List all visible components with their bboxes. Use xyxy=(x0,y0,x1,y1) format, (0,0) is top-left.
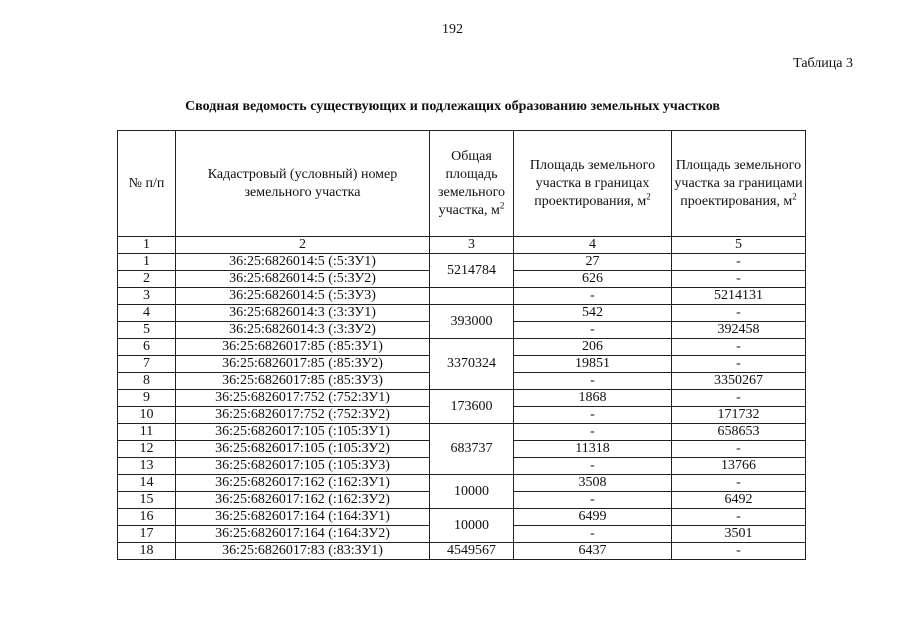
area-outside: 171732 xyxy=(672,407,806,424)
cadastral-number: 36:25:6826017:85 (:85:ЗУ2) xyxy=(176,356,430,373)
area-outside: 3350267 xyxy=(672,373,806,390)
total-area-empty xyxy=(430,288,514,305)
row-num: 11 xyxy=(118,424,176,441)
area-inside: - xyxy=(514,458,672,475)
area-outside: - xyxy=(672,271,806,288)
area-outside: - xyxy=(672,254,806,271)
row-num: 17 xyxy=(118,526,176,543)
total-area: 10000 xyxy=(430,475,514,509)
area-outside: - xyxy=(672,305,806,322)
table-row xyxy=(118,475,806,492)
table-row xyxy=(118,339,806,356)
row-num: 4 xyxy=(118,305,176,322)
area-outside: - xyxy=(672,475,806,492)
area-inside: - xyxy=(514,526,672,543)
land-plots-table xyxy=(117,130,806,560)
column-number: 5 xyxy=(672,237,806,254)
area-inside: 19851 xyxy=(514,356,672,373)
cadastral-number: 36:25:6826014:5 (:5:ЗУ2) xyxy=(176,271,430,288)
area-outside: - xyxy=(672,441,806,458)
row-num: 3 xyxy=(118,288,176,305)
area-outside: 13766 xyxy=(672,458,806,475)
cadastral-number: 36:25:6826017:105 (:105:ЗУ3) xyxy=(176,458,430,475)
row-num: 12 xyxy=(118,441,176,458)
area-outside: 5214131 xyxy=(672,288,806,305)
total-area: 3370324 xyxy=(430,339,514,390)
cadastral-number: 36:25:6826014:5 (:5:ЗУ1) xyxy=(176,254,430,271)
table-header-row xyxy=(118,131,806,237)
area-outside: 3501 xyxy=(672,526,806,543)
table-row xyxy=(118,543,806,560)
header-area-outside: Площадь земельного участка за границами проектирования, $м^2$ xyxy=(672,131,806,237)
cadastral-number: 36:25:6826017:105 (:105:ЗУ2) xyxy=(176,441,430,458)
row-num: 10 xyxy=(118,407,176,424)
area-outside: - xyxy=(672,356,806,373)
area-outside: 6492 xyxy=(672,492,806,509)
column-number: 4 xyxy=(514,237,672,254)
area-inside: 626 xyxy=(514,271,672,288)
cadastral-number: 36:25:6826017:85 (:85:ЗУ1) xyxy=(176,339,430,356)
cadastral-number: 36:25:6826017:162 (:162:ЗУ1) xyxy=(176,475,430,492)
row-num: 5 xyxy=(118,322,176,339)
cadastral-number: 36:25:6826014:3 (:3:ЗУ2) xyxy=(176,322,430,339)
column-number: 1 xyxy=(118,237,176,254)
area-inside: - xyxy=(514,288,672,305)
total-area: 10000 xyxy=(430,509,514,543)
table-row xyxy=(118,305,806,322)
table-caption: Таблица 3 xyxy=(793,56,853,71)
area-inside: 542 xyxy=(514,305,672,322)
column-number: 2 xyxy=(176,237,430,254)
document-title: Сводная ведомость существующих и подлежащих образованию земельных участков xyxy=(185,99,720,114)
table-row xyxy=(118,390,806,407)
row-num: 14 xyxy=(118,475,176,492)
area-inside: - xyxy=(514,373,672,390)
total-area: 5214784 xyxy=(430,254,514,288)
page-number: 192 xyxy=(442,22,463,37)
header-total-area: Общая площадь земельного участка, $м^2$ xyxy=(430,131,514,237)
area-outside: - xyxy=(672,339,806,356)
cadastral-number: 36:25:6826017:164 (:164:ЗУ2) xyxy=(176,526,430,543)
table-row xyxy=(118,254,806,271)
area-inside: 27 xyxy=(514,254,672,271)
cadastral-number: 36:25:6826017:752 (:752:ЗУ2) xyxy=(176,407,430,424)
area-inside: - xyxy=(514,322,672,339)
area-outside: - xyxy=(672,390,806,407)
area-inside: 3508 xyxy=(514,475,672,492)
table-row xyxy=(118,424,806,441)
row-num: 15 xyxy=(118,492,176,509)
row-num: 7 xyxy=(118,356,176,373)
area-outside: - xyxy=(672,509,806,526)
cadastral-number: 36:25:6826014:3 (:3:ЗУ1) xyxy=(176,305,430,322)
cadastral-number: 36:25:6826017:752 (:752:ЗУ1) xyxy=(176,390,430,407)
cadastral-number: 36:25:6826017:83 (:83:ЗУ1) xyxy=(176,543,430,560)
area-inside: 11318 xyxy=(514,441,672,458)
area-inside: - xyxy=(514,407,672,424)
header-area-inside: Площадь земельного участка в границах проектирования, $м^2$ xyxy=(514,131,672,237)
row-num: 9 xyxy=(118,390,176,407)
table-row xyxy=(118,509,806,526)
area-outside: 658653 xyxy=(672,424,806,441)
row-num: 16 xyxy=(118,509,176,526)
area-inside: 206 xyxy=(514,339,672,356)
row-num: 13 xyxy=(118,458,176,475)
row-num: 18 xyxy=(118,543,176,560)
cadastral-number: 36:25:6826014:5 (:5:ЗУ3) xyxy=(176,288,430,305)
area-inside: 6437 xyxy=(514,543,672,560)
row-num: 6 xyxy=(118,339,176,356)
column-number: 3 xyxy=(430,237,514,254)
total-area: 173600 xyxy=(430,390,514,424)
area-outside: - xyxy=(672,543,806,560)
header-cadastral-number: Кадастровый (условный) номер земельного участка xyxy=(176,131,430,237)
row-num: 2 xyxy=(118,271,176,288)
cadastral-number: 36:25:6826017:105 (:105:ЗУ1) xyxy=(176,424,430,441)
row-num: 1 xyxy=(118,254,176,271)
table-row xyxy=(118,288,806,305)
area-inside: - xyxy=(514,424,672,441)
total-area: 393000 xyxy=(430,305,514,339)
area-inside: 1868 xyxy=(514,390,672,407)
column-number-row xyxy=(118,237,806,254)
header-num: № п/п xyxy=(118,131,176,237)
cadastral-number: 36:25:6826017:162 (:162:ЗУ2) xyxy=(176,492,430,509)
cadastral-number: 36:25:6826017:85 (:85:ЗУ3) xyxy=(176,373,430,390)
total-area: 4549567 xyxy=(430,543,514,560)
area-inside: 6499 xyxy=(514,509,672,526)
area-outside: 392458 xyxy=(672,322,806,339)
cadastral-number: 36:25:6826017:164 (:164:ЗУ1) xyxy=(176,509,430,526)
row-num: 8 xyxy=(118,373,176,390)
total-area: 683737 xyxy=(430,424,514,475)
area-inside: - xyxy=(514,492,672,509)
